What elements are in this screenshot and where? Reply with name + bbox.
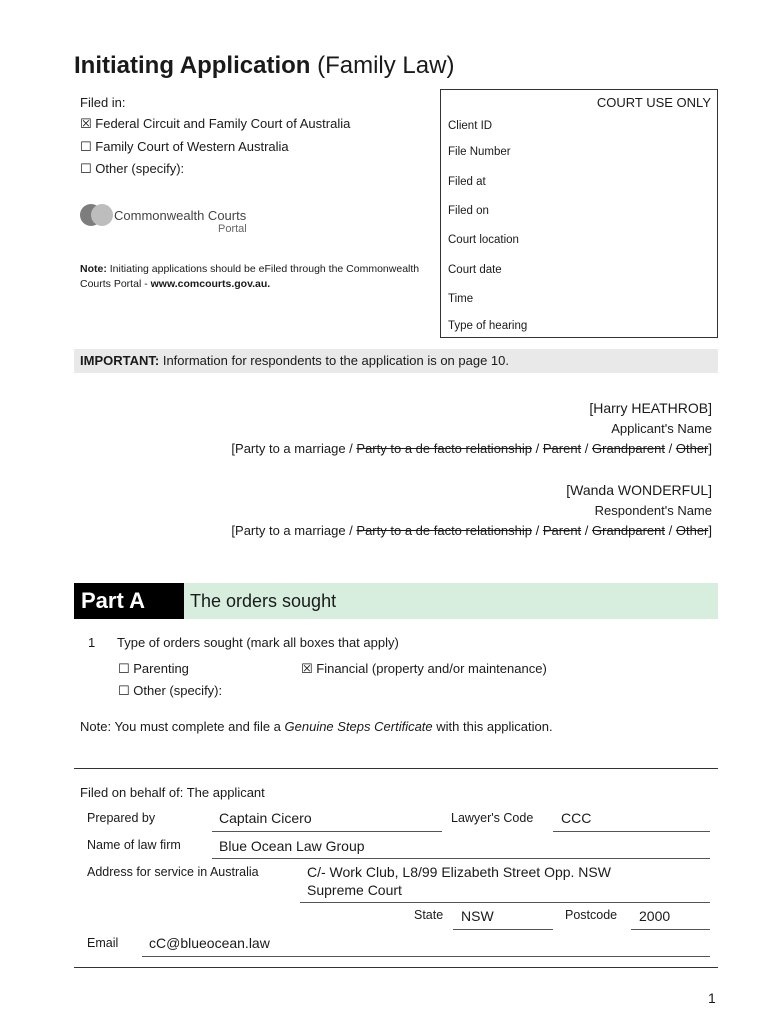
filed-in-label: Filed in:	[80, 95, 126, 110]
state-underline	[453, 929, 553, 930]
note-url[interactable]: www.comcourts.gov.au.	[150, 278, 271, 290]
logo-circle-light-icon	[91, 204, 113, 226]
address-line1[interactable]: C/- Work Club, L8/99 Elizabeth Street Opp. NSW	[307, 864, 611, 880]
email-underline	[142, 956, 710, 957]
court-use-court-location: Court location	[448, 234, 519, 246]
address-underline	[300, 902, 710, 903]
court-use-filed-at: Filed at	[448, 176, 486, 188]
prepared-by-underline	[212, 831, 442, 832]
page-number: 1	[708, 990, 716, 1006]
law-firm-underline	[212, 858, 710, 859]
court-use-court-date: Court date	[448, 264, 502, 276]
applicant-caption: Applicant's Name	[611, 421, 712, 436]
part-a-label: Part A	[74, 583, 184, 619]
respondent-name: [Wanda WONDERFUL]	[566, 482, 712, 498]
court-use-type-of-hearing: Type of hearing	[448, 320, 528, 332]
commonwealth-courts-logo	[80, 202, 280, 238]
court-use-client-id: Client ID	[448, 120, 493, 132]
filed-in-option-other[interactable]: ☐ Other (specify):	[80, 161, 185, 176]
applicant-party-line: [Party to a marriage / Party to a de facto relationship / Parent / Grandparent / Other]	[231, 441, 712, 456]
genuine-steps-note: Note: You must complete and file a Genuine Steps Certificate with this application.	[80, 719, 553, 734]
checkbox-checked-icon[interactable]: ☒	[80, 116, 92, 131]
title-rest: (Family Law)	[317, 52, 455, 79]
applicant-name: [Harry HEATHROB]	[589, 400, 712, 416]
section-divider-bottom	[74, 967, 718, 968]
respondent-party-line: [Party to a marriage / Party to a de facto relationship / Parent / Grandparent / Other]	[231, 523, 712, 538]
lawyers-code-value[interactable]: CCC	[561, 810, 592, 826]
lawyers-code-underline	[553, 831, 710, 832]
logo-line2: Portal	[218, 223, 247, 235]
court-use-filed-on: Filed on	[448, 205, 489, 217]
law-firm-value[interactable]: Blue Ocean Law Group	[219, 838, 365, 854]
court-use-header: COURT USE ONLY	[596, 95, 711, 110]
state-value[interactable]: NSW	[461, 908, 494, 924]
prepared-by-label: Prepared by	[87, 811, 156, 825]
address-line2[interactable]: Supreme Court	[307, 882, 402, 898]
efiling-note	[80, 262, 425, 292]
important-banner	[74, 349, 718, 373]
filed-on-behalf-label: Filed on behalf of: The applicant	[80, 785, 265, 800]
checkbox-unchecked-icon[interactable]: ☐	[80, 139, 92, 154]
question-text: Type of orders sought (mark all boxes that apply)	[117, 635, 399, 650]
law-firm-label: Name of law firm	[87, 838, 181, 852]
postcode-underline	[631, 929, 710, 930]
email-value[interactable]: cC@blueocean.law	[149, 935, 270, 951]
lawyers-code-label: Lawyer's Code	[451, 811, 534, 825]
postcode-label: Postcode	[565, 908, 618, 922]
email-label: Email	[87, 936, 119, 950]
prepared-by-value[interactable]: Captain Cicero	[219, 810, 312, 826]
option-parenting[interactable]: ☐ Parenting	[118, 661, 189, 676]
court-use-box	[440, 89, 718, 338]
note-label: Note:	[80, 263, 107, 275]
section-divider-top	[74, 768, 718, 769]
filed-in-option-fcwa[interactable]: ☐ Family Court of Western Australia	[80, 139, 289, 154]
page-title	[74, 52, 454, 80]
note-text: Initiating applications should be eFiled through the Commonwealth Courts Portal -	[80, 263, 420, 290]
important-label: IMPORTANT:	[80, 353, 160, 368]
postcode-value[interactable]: 2000	[639, 908, 671, 924]
logo-line1: Commonwealth Courts	[114, 208, 247, 223]
filed-in-option-fcfca[interactable]: ☒ Federal Circuit and Family Court of Australia	[80, 116, 351, 131]
state-label: State	[414, 908, 444, 922]
important-text: Information for respondents to the application is on page 10.	[162, 353, 509, 368]
court-use-time: Time	[448, 293, 474, 305]
question-number: 1	[88, 635, 96, 650]
part-a-title: The orders sought	[190, 591, 337, 611]
respondent-caption: Respondent's Name	[594, 503, 712, 518]
checkbox-unchecked-icon[interactable]: ☐	[80, 161, 92, 176]
title-bold: Initiating Application	[74, 52, 311, 79]
address-label: Address for service in Australia	[87, 865, 259, 879]
court-use-file-number: File Number	[448, 146, 511, 158]
option-financial[interactable]: ☒ Financial (property and/or maintenance)	[301, 661, 547, 676]
option-other[interactable]: ☐ Other (specify):	[118, 683, 223, 698]
